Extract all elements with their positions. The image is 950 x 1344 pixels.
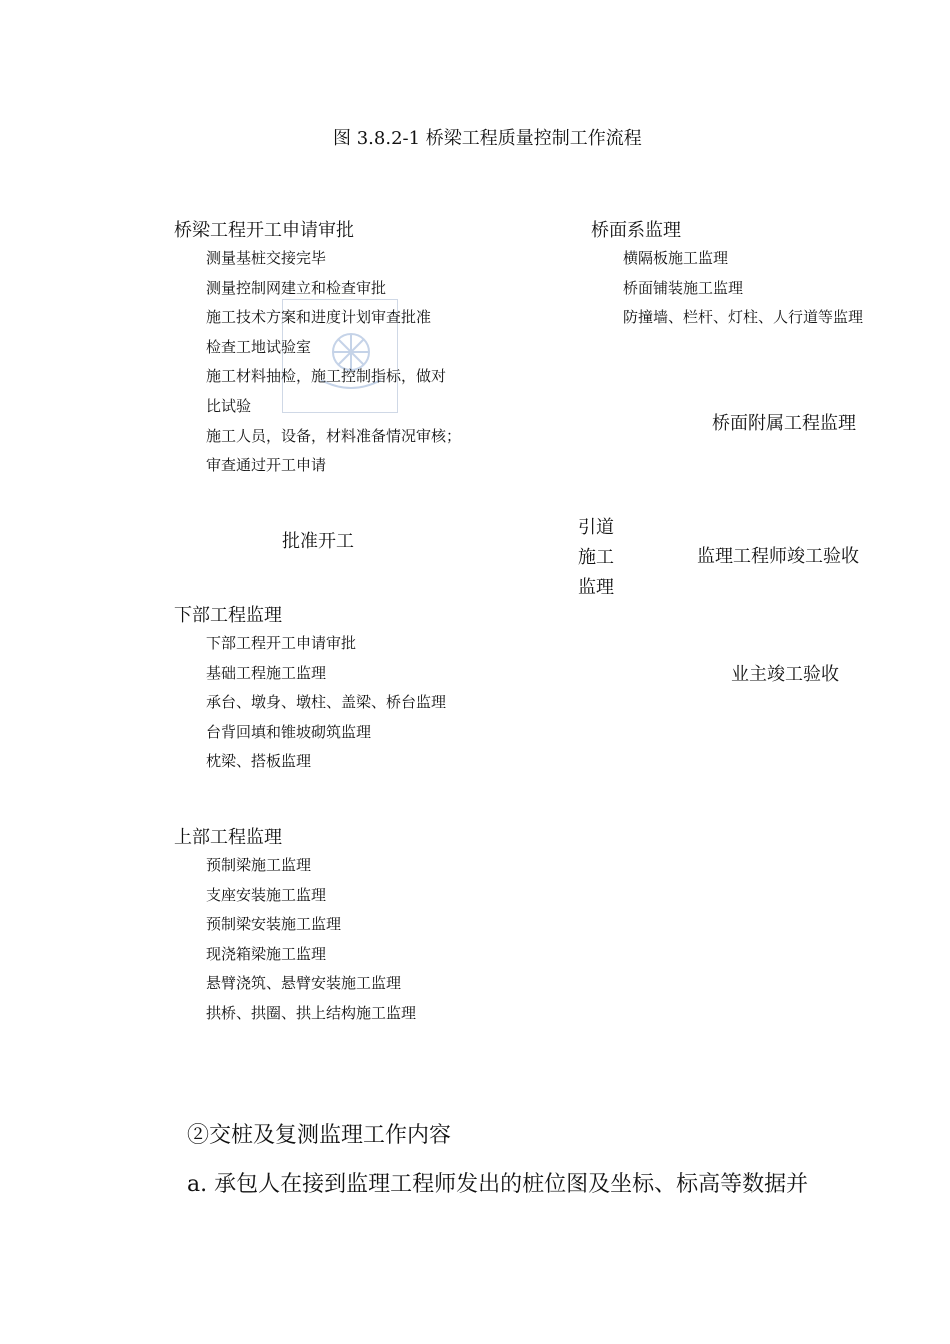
list-item: 比试验: [206, 396, 252, 415]
substructure-heading: 下部工程监理: [174, 605, 282, 626]
approach-road-line-2: 施工: [578, 547, 614, 568]
list-item: 拱桥、拱圈、拱上结构施工监理: [206, 1003, 417, 1022]
list-item: 支座安装施工监理: [206, 885, 327, 904]
list-item: 悬臂浇筑、悬臂安装施工监理: [206, 974, 402, 993]
list-item: 基础工程施工监理: [206, 663, 327, 682]
list-item: 承台、墩身、墩柱、盖梁、桥台监理: [206, 693, 447, 712]
start-approval-heading: 桥梁工程开工申请审批: [174, 220, 354, 241]
list-item: 施工人员，设备，材料准备情况审核；: [206, 426, 462, 445]
deck-ancillary-label: 桥面附属工程监理: [712, 413, 856, 434]
list-item: 测量控制网建立和检查审批: [206, 278, 387, 297]
list-item: 检查工地试验室: [206, 337, 312, 356]
superstructure-heading: 上部工程监理: [174, 827, 282, 848]
approach-road-line-1: 引道: [578, 517, 614, 538]
deck-heading: 桥面系监理: [591, 220, 681, 241]
list-item: 施工材料抽检，施工控制指标，做对: [206, 367, 447, 386]
list-item: 下部工程开工申请审批: [206, 634, 357, 652]
list-item: 施工技术方案和进度计划审查批准: [206, 308, 432, 327]
list-item: 现浇箱梁施工监理: [206, 944, 327, 963]
list-item: 横隔板施工监理: [623, 249, 729, 267]
section-heading: ②交桩及复测监理工作内容: [187, 1123, 452, 1148]
list-item: 台背回填和锥坡砌筑监理: [206, 722, 372, 741]
list-item: 预制梁施工监理: [206, 856, 312, 874]
start-approval-list: [206, 244, 461, 481]
list-item: 桥面铺装施工监理: [623, 278, 744, 297]
superstructure-list: [206, 851, 416, 1029]
approach-road-line-3: 监理: [578, 577, 614, 598]
list-item: 测量基桩交接完毕: [206, 249, 327, 267]
substructure-list: [206, 629, 446, 777]
list-item: 防撞墙、栏杆、灯柱、人行道等监理: [623, 308, 864, 327]
paragraph-a: a. 承包人在接到监理工程师发出的桩位图及坐标、标高等数据并: [187, 1172, 809, 1197]
approve-start-label: 批准开工: [282, 531, 354, 552]
engineer-acceptance-label: 监理工程师竣工验收: [697, 546, 859, 567]
list-item: 预制梁安装施工监理: [206, 915, 342, 934]
list-item: 审查通过开工申请: [206, 456, 327, 475]
owner-acceptance-label: 业主竣工验收: [731, 664, 839, 685]
deck-list: [623, 244, 863, 333]
figure-title: 图 3.8.2-1 桥梁工程质量控制工作流程: [333, 128, 642, 149]
list-item: 枕梁、搭板监理: [206, 752, 312, 771]
